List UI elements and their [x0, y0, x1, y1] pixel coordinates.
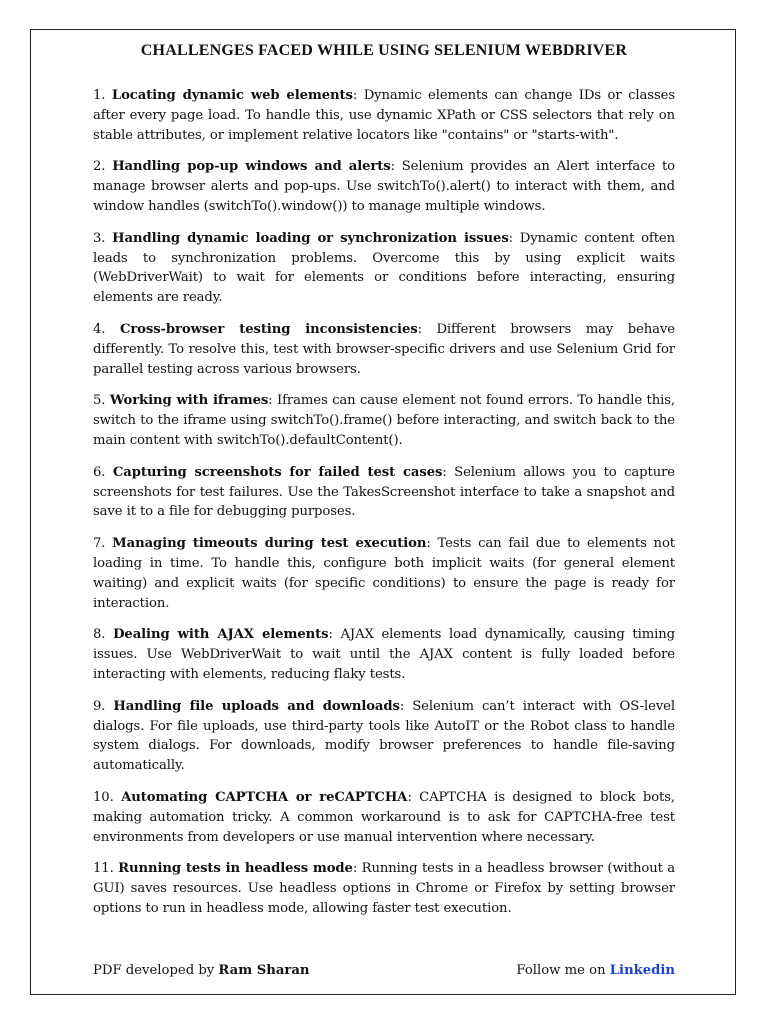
- item-number: 1.: [93, 88, 106, 103]
- footer-follow-prefix: Follow me on: [516, 963, 610, 978]
- item-number: 10.: [93, 789, 114, 805]
- item-text: : Dynamic elements can change IDs or classes after every page load. To handle this, use dynamic XPath or CSS selectors that rely on stable attributes, or implement relative locators like "contains" or "starts-with".: [93, 88, 675, 143]
- item-text: : Selenium provides an Alert interface to manage browser alerts and pop-ups. Use switchTo().alert() to interact with them, and window handles (switchTo().window()) to manage multiple windows.: [93, 159, 676, 214]
- item-text: : AJAX elements load dynamically, causing timing issues. Use WebDriverWait to wait until the AJAX content is fully loaded before interacting with elements, reducing flaky tests.: [93, 627, 676, 682]
- author-name: Ram Sharan: [218, 963, 310, 978]
- list-item: [93, 463, 675, 522]
- list-item: [93, 788, 675, 847]
- item-heading: Locating dynamic web elements: [111, 88, 353, 103]
- item-heading: Running tests in headless mode: [118, 861, 353, 877]
- item-text: : Iframes can cause element not found errors. To handle this, switch to the iframe using switchTo().frame() before interacting, and switch back to the main content with switchTo().defaultContent().: [93, 393, 676, 448]
- item-number: 11.: [93, 861, 114, 877]
- footer-credit-prefix: PDF developed by: [93, 963, 219, 978]
- item-text: : Tests can fail due to elements not loading in time. To handle this, configure both implicit waits (for general element waiting) and explicit waits (for specific conditions) to ensure the page is ready for interaction.: [93, 536, 675, 611]
- item-number: 4.: [93, 321, 106, 337]
- item-heading: Dealing with AJAX elements: [113, 627, 329, 643]
- item-number: 5.: [93, 393, 106, 409]
- footer-credit: [93, 963, 310, 978]
- item-text: : CAPTCHA is designed to block bots, making automation tricky. A common workaround is to ask for CAPTCHA-free test environments from developers or use manual intervention where necessary.: [93, 789, 675, 845]
- challenge-list: [93, 86, 675, 931]
- item-heading: Working with iframes: [109, 393, 269, 409]
- item-number: 6.: [93, 464, 106, 480]
- list-item: [93, 86, 675, 145]
- item-heading: Handling file uploads and downloads: [113, 698, 400, 714]
- item-heading: Automating CAPTCHA or reCAPTCHA: [121, 789, 408, 805]
- item-text: : Different browsers may behave differently. To resolve this, test with browser-specific drivers and use Selenium Grid for parallel testing across various browsers.: [93, 321, 675, 377]
- list-item: [93, 157, 675, 216]
- item-number: 2.: [93, 159, 106, 175]
- item-heading: Capturing screenshots for failed test cases: [112, 464, 443, 480]
- list-item: [93, 391, 675, 450]
- item-heading: Handling pop-up windows and alerts: [112, 159, 391, 175]
- item-number: 9.: [93, 698, 106, 714]
- item-heading: Handling dynamic loading or synchronization issues: [112, 230, 509, 246]
- list-item: [93, 229, 675, 308]
- item-number: 8.: [93, 627, 106, 643]
- item-number: 3.: [93, 230, 106, 246]
- item-heading: Managing timeouts during test execution: [112, 536, 427, 552]
- item-text: : Selenium can’t interact with OS-level dialogs. For file uploads, use third-party tools like AutoIT or the Robot class to handle system dialogs. For downloads, modify browser preferences to handle file-saving automatically.: [93, 698, 676, 774]
- item-text: : Dynamic content often leads to synchronization problems. Overcome this by using explicit waits (WebDriverWait) to wait for elements or conditions before interacting, ensuring elements are ready.: [93, 230, 676, 306]
- linkedin-link[interactable]: Linkedin: [609, 963, 675, 978]
- footer-follow: [516, 963, 675, 978]
- list-item: [93, 320, 675, 379]
- page-title: CHALLENGES FACED WHILE USING SELENIUM WEBDRIVER: [140, 42, 628, 59]
- list-item: [93, 534, 675, 613]
- list-item: [93, 697, 675, 776]
- list-item: [93, 625, 675, 684]
- item-number: 7.: [93, 536, 106, 552]
- item-text: : Selenium allows you to capture screenshots for test failures. Use the TakesScreenshot interface to take a snapshot and save it to a file for debugging purposes.: [93, 464, 676, 520]
- item-heading: Cross-browser testing inconsistencies: [119, 321, 418, 337]
- item-text: : Running tests in a headless browser (without a GUI) saves resources. Use headless options in Chrome or Firefox by setting browser options to run in headless mode, allowing faster test execution.: [93, 861, 676, 916]
- list-item: [93, 859, 675, 918]
